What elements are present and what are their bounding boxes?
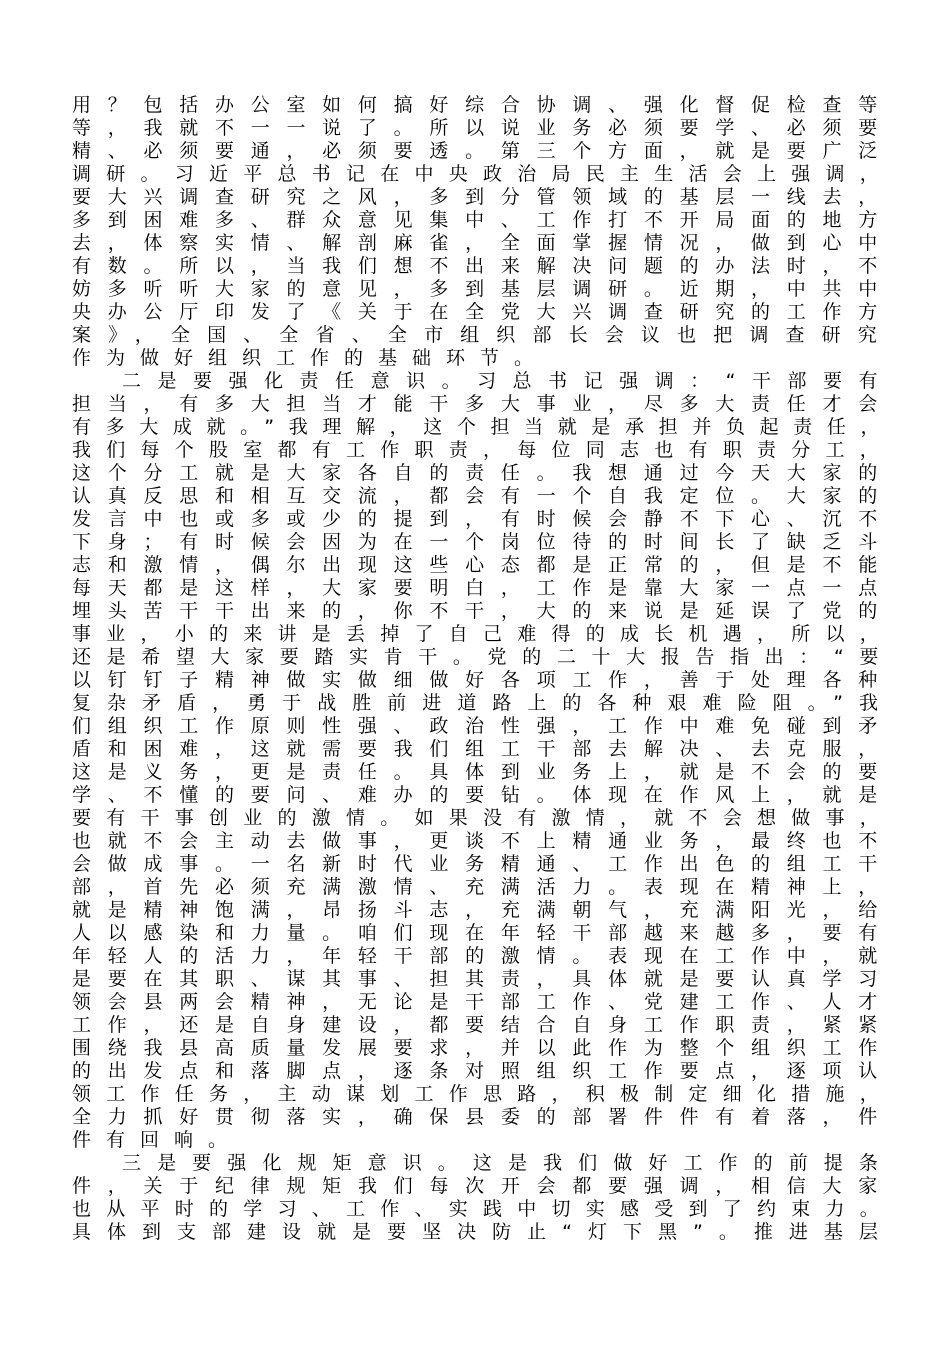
text-line-content: 要有干事创业的激情。如果没有激情，就不会想做事， — [72, 807, 895, 829]
text-line-content: 人以感染和力量。咱们现在年轻干部越来越多，要有 — [72, 922, 895, 944]
text-line-content: 妨多听听大家的意见，多到基层调研。近期，中共中 — [72, 278, 895, 300]
text-line-content: 认真反思和相互交流，都会有一个自我定位。大家的 — [72, 485, 895, 507]
text-line — [72, 416, 894, 439]
text-line-content: 以钉钉子精神做实做细做好各项工作，善于处理各种 — [72, 669, 895, 691]
text-line — [72, 600, 894, 623]
text-line — [72, 1129, 894, 1152]
text-line-content: 件有回响。 — [72, 1129, 243, 1151]
text-line — [72, 1037, 894, 1060]
text-line — [72, 1175, 894, 1198]
text-line-content: 学、不懂的要问、难办的要钻。体现在作风上，就是 — [72, 784, 895, 806]
text-line-content: 调研。习近平总书记在中央政治局民主生活会上强调， — [72, 163, 895, 185]
text-line-content: 要大兴调查研究之风，多到分管领域的基层一线去， — [72, 186, 895, 208]
text-line — [72, 462, 894, 485]
text-line-content: 还是希望大家要踏实肯干。党的二十大报告指出：“要 — [72, 646, 894, 668]
text-line-content: 件，关于纪律规矩我们每次开会都要强调，相信大家 — [72, 1175, 895, 1197]
text-line — [72, 117, 894, 140]
text-line-content: 领会县两会精神，无论是干部工作、党建工作、人才 — [72, 991, 895, 1013]
text-line — [72, 485, 894, 508]
text-line — [72, 324, 894, 347]
text-line-content: 埋头苦干干出来的，你不干，大的来说是延误了党的 — [72, 600, 895, 622]
text-line-content: 央办公厅印发了《关于在全党大兴调查研究的工作方 — [72, 301, 895, 323]
text-line — [72, 439, 894, 462]
text-line-content: 也就不会主动去做事，更谈不上精通业务，最终也不 — [72, 830, 895, 852]
text-line — [72, 899, 894, 922]
text-line — [72, 853, 894, 876]
text-line — [72, 1083, 894, 1106]
text-line — [72, 922, 894, 945]
text-line-content: 有多大成就。”我理解，这个担当就是承担并负起责任， — [72, 416, 895, 438]
text-line — [72, 646, 894, 669]
text-line-content: 等，我就不一一说了。所以说业务必须要学、必须要 — [72, 117, 895, 139]
text-line-content: 领工作任务，主动谋划工作思路，积极制定细化措施， — [72, 1083, 895, 1105]
text-line-content: 志和激情，偶尔出现这些心态都是正常的，但是不能 — [72, 554, 895, 576]
text-line-content: 这个分工就是大家各自的责任。我想通过今天大家的 — [72, 462, 895, 484]
text-line-content: 二是要强化责任意识。习总书记强调：“干部要有 — [122, 370, 895, 392]
text-line-content: 的出发点和落脚点，逐条对照组织工作要点，逐项认 — [72, 1060, 895, 1082]
text-line — [72, 140, 894, 163]
text-line-content: 去，体察实情、解剖麻雀，全面掌握情况，做到心中 — [72, 232, 895, 254]
text-line-content: 有数。所以，当我们想不出来解决问题的办法时，不 — [72, 255, 895, 277]
text-line — [72, 163, 894, 186]
text-line-content: 年轻人的活力，年轻干部的激情。表现在工作中，就 — [72, 945, 895, 967]
text-line — [72, 968, 894, 991]
text-line — [72, 209, 894, 232]
text-line-content: 部，首先必须充满激情、充满活力。表现在精神上， — [72, 876, 895, 898]
text-line — [72, 669, 894, 692]
text-line-content: 盾和困难，这就需要我们组工干部去解决、去克服， — [72, 738, 895, 760]
text-line-content: 下身；有时候会因为在一个岗位待的时间长了缺乏斗 — [72, 531, 895, 553]
text-line — [72, 255, 894, 278]
text-line — [72, 278, 894, 301]
text-line — [72, 531, 894, 554]
text-line — [72, 554, 894, 577]
text-line — [72, 738, 894, 761]
text-line — [72, 1198, 894, 1221]
text-line — [72, 301, 894, 324]
text-line-content: 围绕我县高质量发展要求，并以此作为整个组织工作 — [72, 1037, 895, 1059]
text-line — [72, 347, 894, 370]
body-text — [72, 94, 894, 1244]
text-line — [72, 807, 894, 830]
text-line-content: 事业，小的来讲是丢掉了自己难得的成长机遇，所以， — [72, 623, 895, 645]
text-line-content: 作为做好组织工作的基础环节。 — [72, 347, 549, 369]
text-line-content: 工作，还是自身建设，都要结合自身工作职责，紧紧 — [72, 1014, 895, 1036]
text-line — [72, 1106, 894, 1129]
text-line — [72, 1221, 894, 1244]
text-line — [72, 393, 894, 416]
text-line — [72, 991, 894, 1014]
text-line-content: 我们每个股室都有工作职责，每位同志也有职责分工， — [72, 439, 895, 461]
text-line-content: 这是义务，更是责任。具体到业务上，就是不会的要 — [72, 761, 895, 783]
text-line-content: 案》，全国、全省、全市组织部长会议也把调查研究 — [72, 324, 894, 346]
text-line — [72, 876, 894, 899]
text-line-content: 担当，有多大担当才能干多大事业，尽多大责任才会 — [72, 393, 895, 415]
text-line — [72, 784, 894, 807]
text-line — [72, 761, 894, 784]
text-line-content: 三是要强化规矩意识。这是我们做好工作的前提条 — [122, 1152, 894, 1174]
text-line — [72, 623, 894, 646]
text-line-content: 发言中也或多或少的提到，有时候会静不下心、沉不 — [72, 508, 895, 530]
text-line-content: 多到困难多、群众意见集中、工作打不开局面的地方 — [72, 209, 895, 231]
text-line-content: 具体到支部建设就是要坚决防止“灯下黑”。推进基层 — [72, 1221, 894, 1243]
text-line-content: 就是精神饱满，昂扬斗志，充满朝气，充满阳光，给 — [72, 899, 895, 921]
text-line-content: 复杂矛盾，勇于战胜前进道路上的各种艰难险阻。”我 — [72, 692, 895, 714]
text-line-content: 精、必须要通，必须要透。第三个方面，就是要广泛 — [72, 140, 895, 162]
text-line — [72, 577, 894, 600]
text-line — [72, 508, 894, 531]
text-line — [72, 232, 894, 255]
text-line — [72, 1060, 894, 1083]
text-line — [72, 1152, 894, 1175]
text-line — [72, 692, 894, 715]
text-line-content: 们组织工作原则性强、政治性强，工作中难免碰到矛 — [72, 715, 895, 737]
text-line-content: 每天都是这样，大家要明白，工作是靠大家一点一点 — [72, 577, 895, 599]
text-line-content: 也从平时的学习、工作、实践中切实感受到了约束力。 — [72, 1198, 895, 1220]
text-line — [72, 715, 894, 738]
text-line-content: 用？包括办公室如何搞好综合协调、强化督促检查等 — [72, 94, 895, 116]
text-line — [72, 370, 894, 393]
text-line — [72, 945, 894, 968]
text-line — [72, 830, 894, 853]
text-line-content: 全力抓好贯彻落实，确保县委的部署件件有着落，件 — [72, 1106, 895, 1128]
text-line — [72, 186, 894, 209]
text-line-content: 是要在其职、谋其事、担其责，具体就是要认真学习 — [72, 968, 895, 990]
text-line — [72, 94, 894, 117]
text-line-content: 会做成事。一名新时代业务精通、工作出色的组工干 — [72, 853, 895, 875]
text-line — [72, 1014, 894, 1037]
